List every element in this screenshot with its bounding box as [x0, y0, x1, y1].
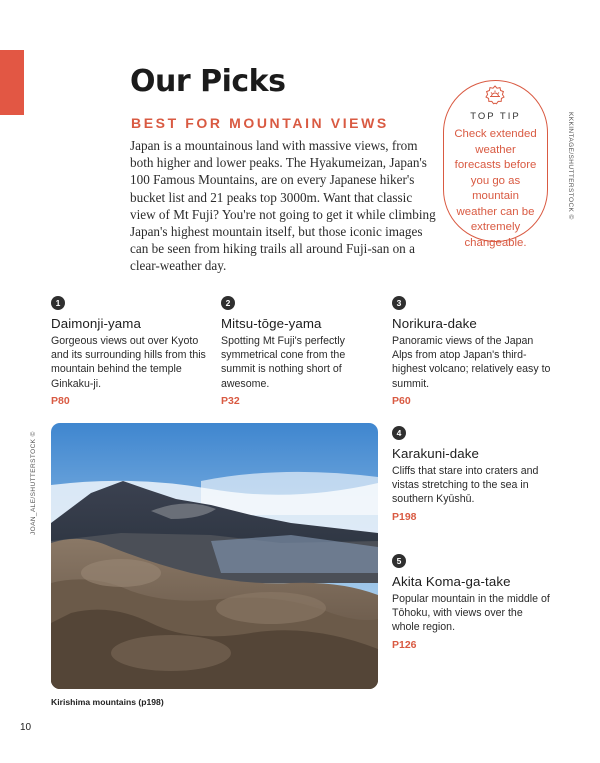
pick-name: Akita Koma-ga-take [392, 574, 511, 589]
pick-number-badge: 5 [392, 554, 406, 568]
pick-description: Spotting Mt Fuji's perfectly symmetrical cone from the summit is nothing short of awesome. [221, 335, 346, 390]
page-number: 10 [20, 722, 32, 733]
photo-caption: Kirishima mountains (p198) [51, 697, 164, 707]
pick-item [392, 296, 552, 407]
photo-credit-right: KKKINTAGE/SHUTTERSTOCK © [567, 112, 574, 220]
pick-item [392, 426, 552, 523]
pick-description: Gorgeous views out over Kyoto and its surrounding hills from this mountain behind the temple Ginkaku-ji. [51, 335, 206, 390]
pick-number-badge: 1 [51, 296, 65, 310]
pick-page-ref[interactable]: P32 [221, 394, 240, 407]
pick-item [221, 296, 381, 407]
pick-page-ref[interactable]: P126 [392, 638, 417, 651]
pick-description: Popular mountain in the middle of Tōhoku, with views over the whole region. [392, 593, 550, 634]
page-title: Our Picks [130, 64, 286, 99]
pick-number-badge: 3 [392, 296, 406, 310]
section-heading: BEST FOR MOUNTAIN VIEWS [131, 115, 389, 131]
pick-name: Karakuni-dake [392, 446, 480, 461]
pick-description: Cliffs that stare into craters and vistas stretching to the sea in southern Kyūshū. [392, 465, 539, 506]
top-tip-box [443, 80, 548, 249]
top-tip-title: TOP TIP [470, 111, 521, 122]
pick-name: Norikura-dake [392, 316, 477, 331]
chapter-tab [0, 50, 24, 115]
mountain-landscape-image [51, 423, 378, 689]
pick-item [392, 554, 552, 651]
pick-page-ref[interactable]: P198 [392, 510, 417, 523]
pick-item [51, 296, 211, 407]
mountain-photo [51, 423, 378, 689]
pick-name: Mitsu-tōge-yama [221, 316, 322, 331]
pick-page-ref[interactable]: P80 [51, 394, 70, 407]
pick-description: Panoramic views of the Japan Alps from atop Japan's third-highest volcano; relatively easy to summit. [392, 335, 551, 390]
pick-page-ref[interactable]: P60 [392, 394, 411, 407]
sun-badge-icon [485, 85, 505, 105]
top-tip-text: Check extended weather forecasts before you go as mountain weather can be extremely changeable. [454, 128, 537, 249]
photo-credit-left: JOAN_ALE/SHUTTERSTOCK © [30, 431, 37, 535]
pick-name: Daimonji-yama [51, 316, 141, 331]
intro-paragraph: Japan is a mountainous land with massive views, from both higher and lower peaks. The Hyakumeizan, Japan's 100 Famous Mountains, are on every Japanese hiker's bucket list and 21 peaks top 3000m. Want that classic view of Mt Fuji? You're not going to get it while climbing Japan's highest mountain itself, but those iconic images can be seen from hiking trails all around Fuji-san on a clear-weather day. [130, 138, 436, 274]
pick-number-badge: 2 [221, 296, 235, 310]
pick-number-badge: 4 [392, 426, 406, 440]
